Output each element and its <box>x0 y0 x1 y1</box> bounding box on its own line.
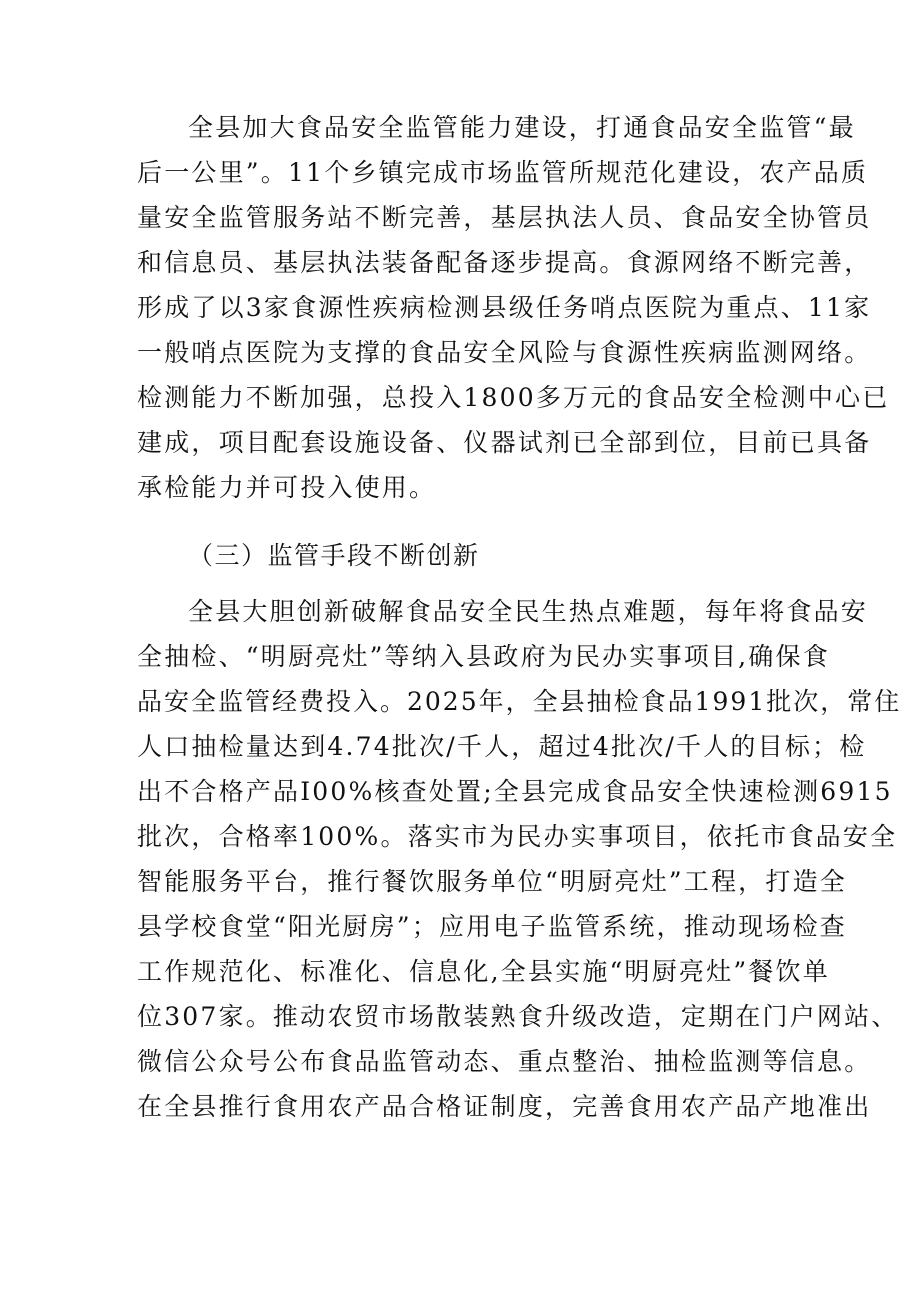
paragraph-line: 形成了以3家食源性疾病检测县级任务哨点医院为重点、11家 <box>137 293 872 322</box>
section-heading: （三）监管手段不断创新 <box>188 541 480 570</box>
paragraph-line: 位307家。推动农贸市场散装熟食升级改造，定期在门户网站、 <box>137 1002 899 1031</box>
paragraph-line: 后一公里”。11个乡镇完成市场监管所规范化建设，农产品质 <box>137 158 869 187</box>
paragraph-line: 全抽检、“明厨亮灶”等纳入县政府为民办实事项目,确保食 <box>137 642 830 671</box>
paragraph-line: 智能服务平台，推行餐饮服务单位“明厨亮灶”工程，打造全 <box>137 867 847 896</box>
paragraph-line: 出不合格产品I00%核查处置;全县完成食品安全快速检测6915 <box>137 777 893 806</box>
paragraph-line: 人口抽检量达到4.74批次/千人，超过4批次/千人的目标；检 <box>137 732 867 761</box>
paragraph-line: 建成，项目配套设施设备、仪器试剂已全部到位，目前已具备 <box>137 428 872 457</box>
paragraph-line: 批次，合格率100%。落实市为民办实事项目，依托市食品安全 <box>137 822 898 851</box>
paragraph-line: 县学校食堂“阳光厨房”；应用电子监管系统，推动现场检查 <box>137 912 847 941</box>
paragraph-line: 品安全监管经费投入。2025年，全县抽检食品1991批次，常住 <box>137 687 902 716</box>
paragraph-line: 承检能力并可投入使用。 <box>137 473 437 502</box>
paragraph-line: 和信息员、基层执法装备配备逐步提高。食源网络不断完善， <box>137 248 872 277</box>
paragraph-line: 在全县推行食用农产品合格证制度，完善食用农产品产地准出 <box>137 1092 872 1121</box>
paragraph-line: 全县大胆创新破解食品安全民生热点难题，每年将食品安 <box>188 597 869 626</box>
paragraph-line: 全县加大食品安全监管能力建设，打通食品安全监管“最 <box>188 113 856 142</box>
paragraph-line: 量安全监管服务站不断完善，基层执法人员、食品安全协管员 <box>137 203 872 232</box>
paragraph-line: 工作规范化、标准化、信息化,全县实施“明厨亮灶”餐饮单 <box>137 957 830 986</box>
paragraph-line: 一般哨点医院为支撑的食品安全风险与食源性疾病监测网络。 <box>137 338 872 367</box>
paragraph-line: 检测能力不断加强，总投入1800多万元的食品安全检测中心已 <box>137 383 890 412</box>
paragraph-line: 微信公众号公布食品监管动态、重点整治、抽检监测等信息。 <box>137 1047 872 1076</box>
